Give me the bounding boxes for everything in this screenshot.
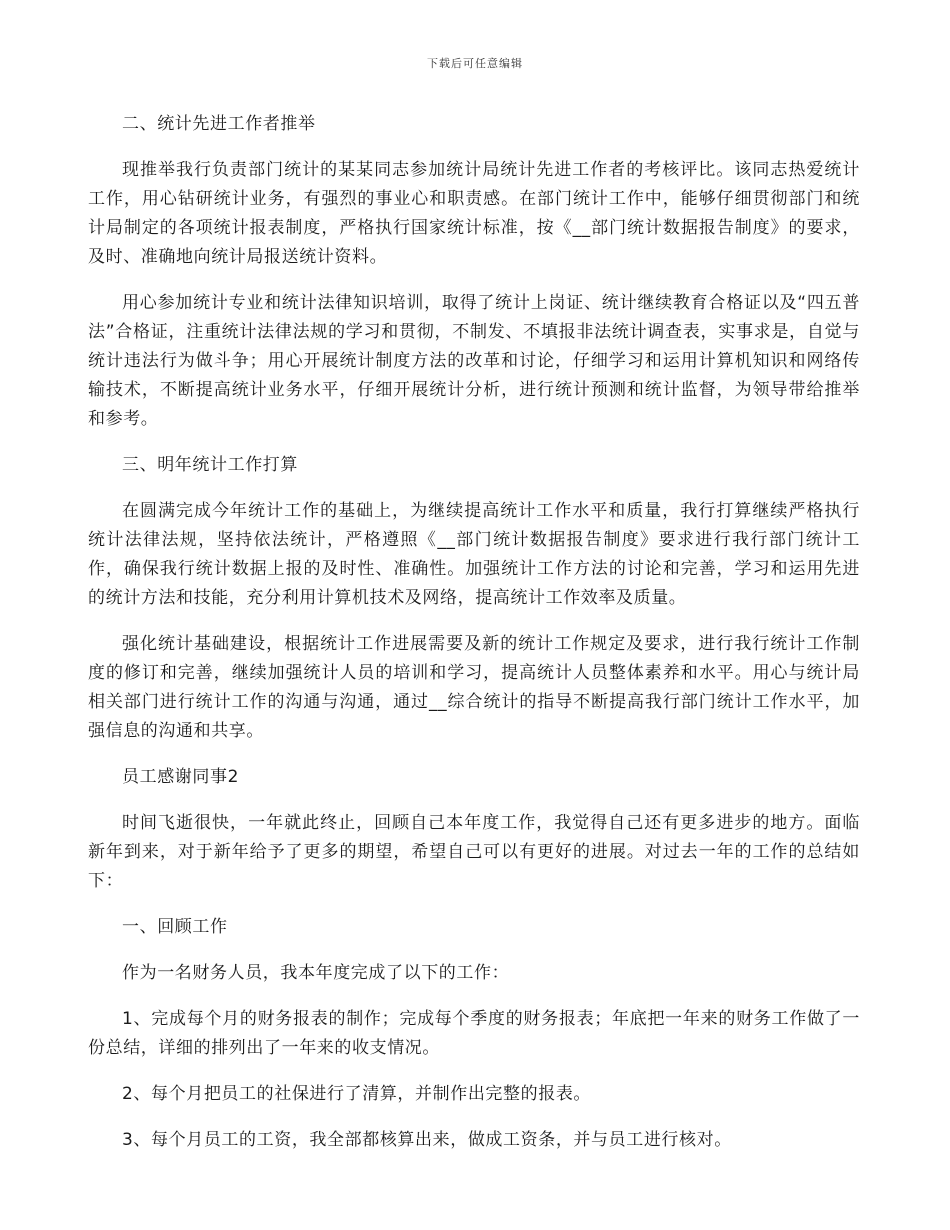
list-item-2: 2、每个月把员工的社保进行了清算，并制作出完整的报表。 <box>122 1084 592 1104</box>
paragraph-training: 用心参加统计专业和统计法律知识培训，取得了统计上岗证、统计继续教育合格证以及“四五普法”合格证，注重统计法律法规的学习和贯彻，不制发、不填报非法统计调查表，实事求是，自觉与统计违法行为做斗争；用心开展统计制度方法的改革和讨论，仔细学习和运用计算机知识和网络传输技术，不断提高统计业务水平，仔细开展统计分析，进行统计预测和统计监督，为领导带给推举和参考。 <box>88 293 860 429</box>
paragraph-plan-2: 强化统计基础建设，根据统计工作进展需要及新的统计工作规定及要求，进行我行统计工作制度的修订和完善，继续加强统计人员的培训和学习，提高统计人员整体素养和水平。用心与统计局相关部门进行统计工作的沟通与沟通，通过__综合统计的指导不断提高我行部门统计工作水平，加强信息的沟通和共享。 <box>88 634 860 741</box>
section-heading-next-year-plan: 三、明年统计工作打算 <box>122 455 298 475</box>
paragraph-year-summary: 时间飞逝很快，一年就此终止，回顾自己本年度工作，我觉得自己还有更多进步的地方。面临新年到来，对于新年给予了更多的期望，希望自己可以有更好的进展。对过去一年的工作的总结如下： <box>88 813 860 891</box>
page-header: 下载后可任意编辑 <box>427 57 523 70</box>
paragraph-finance-intro: 作为一名财务人员，我本年度完成了以下的工作： <box>122 963 510 983</box>
section-heading-thanks-colleagues: 员工感谢同事2 <box>122 767 240 787</box>
list-item-1: 1、完成每个月的财务报表的制作；完成每个季度的财务报表；年底把一年来的财务工作做了一份总结，详细的排列出了一年来的收支情况。 <box>88 1009 860 1058</box>
paragraph-recommendation: 现推举我行负责部门统计的某某同志参加统计局统计先进工作者的考核评比。该同志热爱统计工作，用心钻研统计业务，有强烈的事业心和职责感。在部门统计工作中，能够仔细贯彻部门和统计局制定的各项统计报表制度，严格执行国家统计标准，按《__部门统计数据报告制度》的要求，及时、准确地向统计局报送统计资料。 <box>88 160 860 267</box>
section-heading-statistics-advanced-worker: 二、统计先进工作者推举 <box>122 114 316 134</box>
list-item-3: 3、每个月员工的工资，我全部都核算出来，做成工资条，并与员工进行核对。 <box>122 1130 732 1150</box>
section-heading-review-work: 一、回顾工作 <box>122 917 228 937</box>
document-body <box>88 110 860 1172</box>
paragraph-plan-1: 在圆满完成今年统计工作的基础上，为继续提高统计工作水平和质量，我行打算继续严格执行统计法律法规，坚持依法统计，严格遵照《__部门统计数据报告制度》要求进行我行部门统计工作，确保我行统计数据上报的及时性、准确性。加强统计工作方法的讨论和完善，学习和运用先进的统计方法和技能，充分利用计算机技术及网络，提高统计工作效率及质量。 <box>88 501 860 608</box>
